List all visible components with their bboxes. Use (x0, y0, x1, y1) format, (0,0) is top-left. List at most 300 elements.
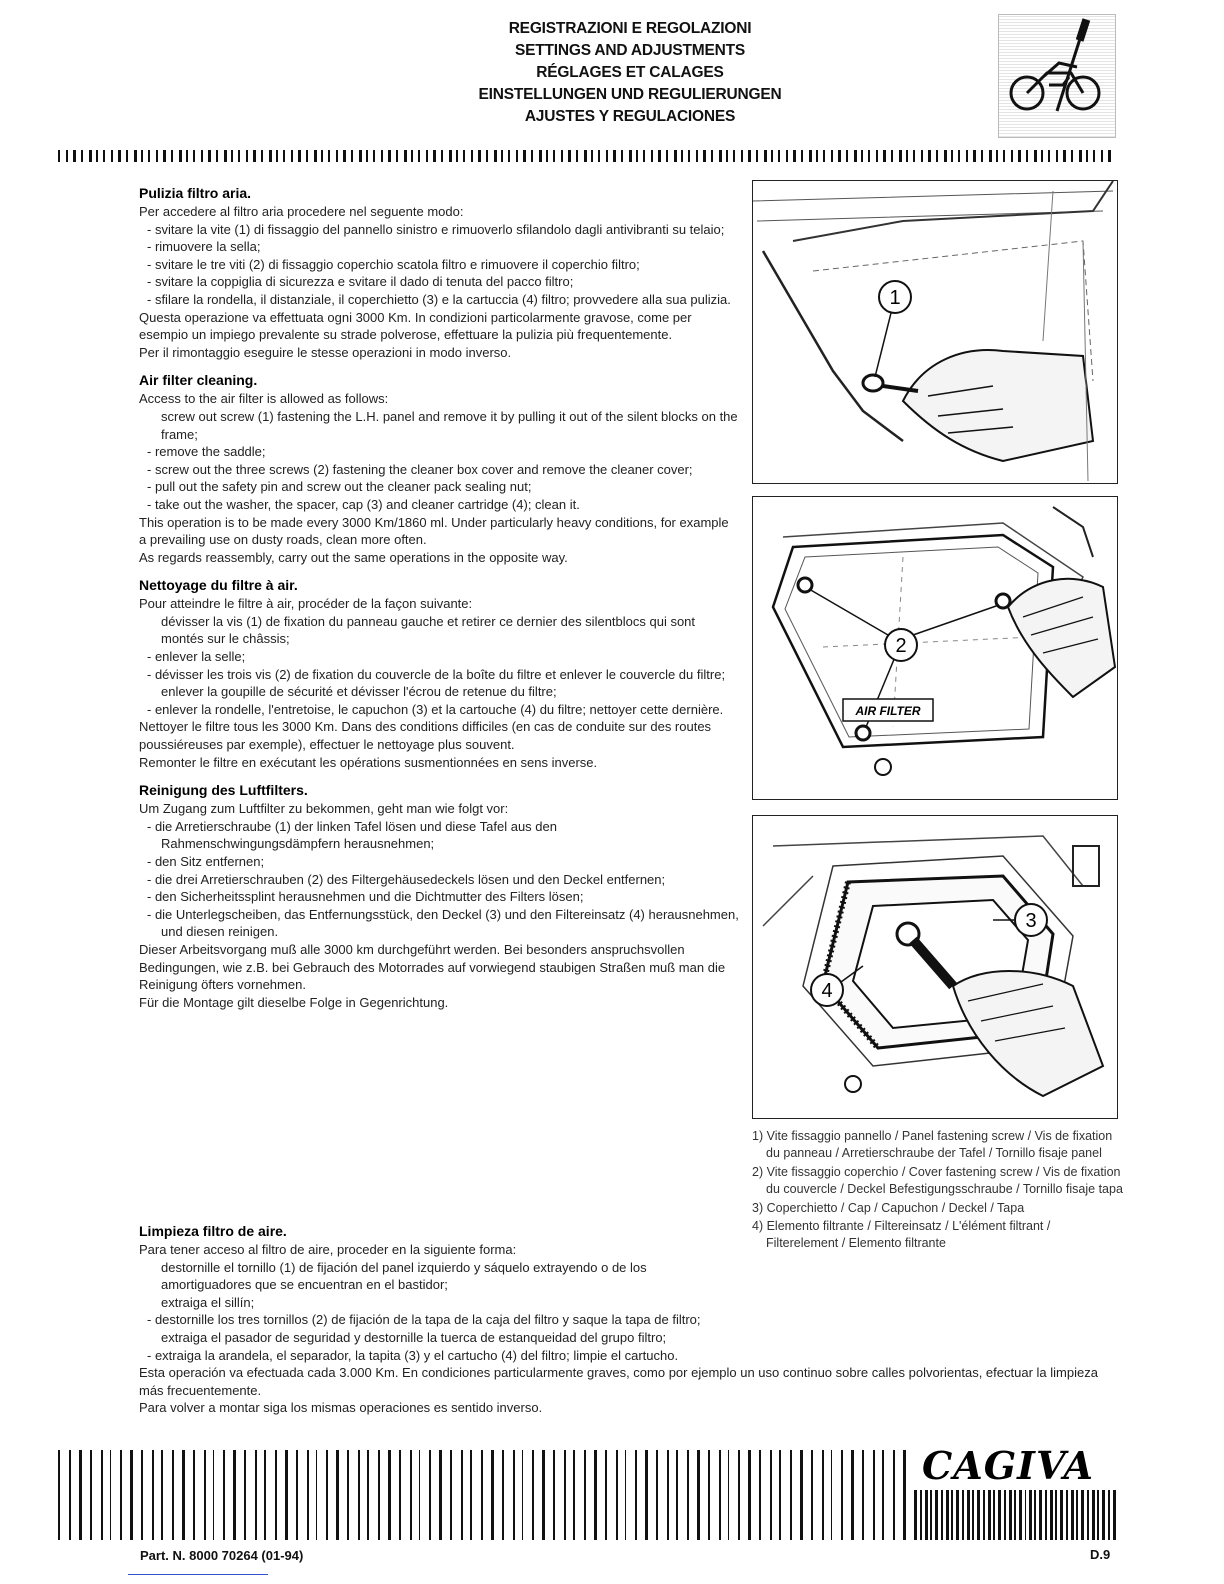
barcode-stripe (801, 150, 803, 162)
barcode-stripe (426, 150, 428, 162)
barcode-stripe (891, 150, 893, 162)
barcode-stripe (1034, 1490, 1036, 1540)
barcode-stripe (967, 1490, 970, 1540)
barcode-stripe (629, 150, 632, 162)
barcode-stripe (456, 150, 458, 162)
barcode-stripe (285, 1450, 288, 1540)
bottom-barcode-band (58, 1450, 914, 1540)
step: destornille el tornillo (1) de fijación del panel izquierdo y sáquelo extrayendo o de los amortiguadores que se encuentran en el bastidor; (161, 1259, 647, 1293)
barcode-stripe (778, 150, 780, 162)
barcode-stripe (418, 150, 420, 162)
step: - svitare la coppiglia di sicurezza e svitare il dado di tenuta del pacco filtro; (147, 274, 574, 290)
barcode-stripe (1009, 1490, 1012, 1540)
note: Für die Montage gilt dieselbe Folge in Gegenrichtung. (139, 994, 449, 1010)
barcode-stripe (79, 1450, 82, 1540)
barcode-stripe (1019, 1490, 1022, 1540)
barcode-stripe (481, 1450, 483, 1540)
barcode-stripe (186, 150, 188, 162)
barcode-stripe (461, 1450, 463, 1540)
page-number: D.9 (1090, 1547, 1111, 1562)
barcode-stripe (501, 150, 503, 162)
barcode-stripe (1071, 1490, 1074, 1540)
barcode-stripe (1056, 150, 1058, 162)
barcode-stripe (152, 1450, 154, 1540)
barcode-stripe (1060, 1490, 1063, 1540)
barcode-stripe (1093, 150, 1095, 162)
note: This operation is to be made every 3000 Km/1860 ml. Under particularly heavy conditions, for example a prevailing use on dusty roads, clean more often. (139, 514, 729, 548)
barcode-stripe (326, 1450, 328, 1540)
barcode-stripe (233, 1450, 236, 1540)
barcode-stripe (264, 1450, 266, 1540)
barcode-stripe (522, 1450, 524, 1540)
barcode-stripe (756, 150, 758, 162)
barcode-stripe (224, 150, 227, 162)
barcode-stripe (616, 1450, 618, 1540)
note: Para volver a montar siga los mismas operaciones es sentido inverso. (139, 1400, 543, 1416)
barcode-stripe (719, 150, 722, 162)
barcode-stripe (298, 150, 301, 162)
step: extraiga el sillín; (161, 1294, 255, 1310)
divider (128, 1574, 268, 1575)
barcode-stripe (841, 1450, 843, 1540)
barcode-stripe (148, 150, 150, 162)
barcode-stripe (962, 1490, 964, 1540)
barcode-stripe (726, 150, 728, 162)
step: - destornille los tres tornillos (2) de fijación de la tapa de la caja del filtro y saque la tapa de filtro; (147, 1312, 701, 1328)
barcode-stripe (238, 150, 240, 162)
barcode-stripe (946, 1490, 949, 1540)
barcode-stripe (172, 1450, 174, 1540)
barcode-stripe (126, 150, 128, 162)
barcode-stripe (89, 150, 92, 162)
barcode-stripe (388, 1450, 391, 1540)
barcode-stripe (531, 150, 533, 162)
barcode-stripe (411, 150, 413, 162)
barcode-stripe (936, 150, 938, 162)
barcode-stripe (606, 150, 608, 162)
barcode-stripe (179, 150, 182, 162)
barcode-stripe (255, 1450, 257, 1540)
step: - rimuovere la sella; (147, 239, 261, 255)
header-title-fr: RÉGLAGES ET CALAGES (536, 64, 724, 81)
barcode-stripe (58, 150, 60, 162)
barcode-stripe (748, 150, 751, 162)
barcode-stripe (336, 1450, 339, 1540)
legend-item: 3) Coperchietto / Cap / Capuchon / Deckel / Tapa (752, 1200, 1025, 1215)
section-intro: Para tener acceso al filtro de aire, proceder en la siguiente forma: (139, 1242, 517, 1257)
barcode-stripe (404, 150, 407, 162)
barcode-stripe (69, 1450, 71, 1540)
barcode-stripe (508, 150, 510, 162)
step: - den Sicherheitssplint herausnehmen und die Dichtmutter des Filters lösen; (147, 889, 584, 905)
barcode-stripe (770, 1450, 772, 1540)
barcode-stripe (846, 150, 848, 162)
barcode-stripe (553, 150, 555, 162)
figure-filter-cover (752, 496, 1118, 800)
barcode-stripe (688, 150, 690, 162)
barcode-stripe (90, 1450, 92, 1540)
step: extraiga el pasador de seguridad y destornille la tuerca de estanqueidad del grupo filtro; (161, 1329, 667, 1345)
barcode-stripe (388, 150, 391, 162)
barcode-stripe (1003, 150, 1005, 162)
note: Per il rimontaggio eseguire le stesse operazioni in modo inverso. (139, 344, 512, 360)
figure-legend (752, 1128, 1124, 1254)
callout-1: 1 (889, 287, 901, 309)
barcode-stripe (838, 150, 841, 162)
barcode-stripe (244, 1450, 246, 1540)
barcode-stripe (1066, 1490, 1068, 1540)
section-heading: Pulizia filtro aria. (139, 185, 252, 201)
barcode-stripe (786, 150, 788, 162)
section-intro: Um Zugang zum Luftfilter zu bekommen, geht man wie folgt vor: (139, 801, 509, 817)
step: - die Arretierschraube (1) der linken Tafel lösen und diese Tafel aus den Rahmenschwingungsdämpfern herausnehmen; (147, 818, 557, 852)
barcode-stripe (58, 1450, 60, 1540)
barcode-stripe (491, 1450, 494, 1540)
barcode-stripe (1092, 1490, 1095, 1540)
barcode-stripe (276, 150, 278, 162)
step: - pull out the safety pin and screw out the cleaner pack sealing nut; (147, 479, 532, 495)
barcode-stripe (831, 1450, 833, 1540)
step: - svitare le tre viti (2) di fissaggio coperchio scatola filtro e rimuovere il coperchio filtro; (147, 256, 640, 272)
barcode-stripe (977, 1490, 980, 1540)
barcode-stripe (359, 150, 362, 162)
barcode-stripe (314, 150, 317, 162)
barcode-stripe (118, 150, 121, 162)
barcode-stripe (1045, 1490, 1047, 1540)
barcode-stripe (958, 150, 960, 162)
barcode-stripe (1050, 1490, 1053, 1540)
barcode-stripe (1055, 1490, 1057, 1540)
figure-panel-screw (752, 180, 1118, 484)
note: Nettoyer le filtre tous les 3000 Km. Dans des conditions difficiles (en cas de conduite sur des routes poussiéreuses par exemple), effectuer le nettoyage plus souvent. (139, 719, 712, 753)
barcode-stripe (378, 1450, 380, 1540)
section-heading: Nettoyage du filtre à air. (139, 577, 298, 594)
step: - enlever la selle; (147, 649, 246, 665)
step: - remove the saddle; (147, 444, 266, 460)
section-heading: Reinigung des Luftfilters. (139, 782, 308, 799)
barcode-stripe (591, 150, 593, 162)
barcode-stripe (193, 1450, 195, 1540)
note: As regards reassembly, carry out the same operations in the opposite way. (139, 549, 568, 565)
barcode-stripe (494, 150, 497, 162)
barcode-stripe (621, 150, 623, 162)
barcode-stripe (972, 1490, 974, 1540)
barcode-stripe (944, 150, 947, 162)
step: - screw out the three screws (2) fastening the cleaner box cover and remove the cleaner cover; (147, 461, 693, 477)
barcode-stripe (703, 150, 706, 162)
barcode-stripe (1101, 150, 1103, 162)
barcode-stripe (658, 150, 661, 162)
barcode-stripe (130, 1450, 133, 1540)
barcode-stripe (470, 1450, 472, 1540)
barcode-stripe (988, 1490, 991, 1540)
barcode-stripe (336, 150, 338, 162)
barcode-stripe (882, 1450, 884, 1540)
section-intro: Pour atteindre le filtre à air, procéder de la façon suivante: (139, 596, 473, 612)
barcode-stripe (674, 150, 677, 162)
barcode-stripe (141, 1450, 143, 1540)
barcode-stripe (800, 1450, 803, 1540)
barcode-stripe (764, 150, 767, 162)
barcode-stripe (711, 150, 713, 162)
part-number: Part. N. 8000 70264 (01-94) (140, 1548, 304, 1563)
barcode-stripe (1004, 1490, 1006, 1540)
barcode-stripe (697, 1450, 700, 1540)
barcode-stripe (809, 150, 812, 162)
barcode-stripe (862, 1450, 864, 1540)
barcode-stripe (636, 150, 638, 162)
barcode-stripe (1087, 1490, 1089, 1540)
top-barcode-band (58, 150, 1116, 162)
barcode-stripe (666, 150, 668, 162)
barcode-stripe (373, 150, 375, 162)
barcode-stripe (625, 1450, 627, 1540)
barcode-stripe (854, 150, 857, 162)
barcode-stripe (989, 150, 992, 162)
barcode-stripe (913, 150, 915, 162)
barcode-stripe (156, 150, 158, 162)
barcode-stripe (873, 1450, 875, 1540)
step: - extraiga la arandela, el separador, la tapita (3) y el cartucho (4) del filtro; limpie el cartucho. (147, 1347, 679, 1363)
barcode-stripe (502, 1450, 504, 1540)
bottom-right-barcode-band (914, 1490, 1118, 1540)
step: - svitare la vite (1) di fissaggio del pannello sinistro e rimuoverlo sfilandolo dagli antivibranti su telaio; (147, 221, 725, 237)
barcode-stripe (605, 1450, 607, 1540)
header-title-de: EINSTELLUNGEN UND REGULIERUNGEN (478, 86, 782, 103)
barcode-stripe (161, 1450, 163, 1540)
callout-3: 3 (1025, 910, 1037, 932)
barcode-stripe (930, 1490, 932, 1540)
header-title-es: AJUSTES Y REGULACIONES (524, 108, 736, 125)
barcode-stripe (594, 1450, 597, 1540)
barcode-stripe (914, 1490, 917, 1540)
callout-4: 4 (821, 980, 833, 1002)
barcode-stripe (823, 150, 825, 162)
barcode-stripe (1034, 150, 1037, 162)
barcode-stripe (696, 150, 698, 162)
barcode-stripe (893, 1450, 895, 1540)
barcode-stripe (366, 150, 368, 162)
barcode-stripe (410, 1450, 412, 1540)
barcode-stripe (120, 1450, 122, 1540)
barcode-stripe (973, 150, 976, 162)
barcode-stripe (296, 1450, 298, 1540)
barcode-stripe (328, 150, 330, 162)
barcode-stripe (1086, 150, 1088, 162)
barcode-stripe (1041, 150, 1043, 162)
barcode-stripe (1025, 1490, 1027, 1540)
section-de (139, 780, 739, 1011)
step: screw out screw (1) fastening the L.H. panel and remove it by pulling it out of the silent blocks on the frame; (161, 408, 738, 442)
barcode-stripe (643, 150, 645, 162)
barcode-stripe (66, 150, 68, 162)
barcode-stripe (399, 1450, 401, 1540)
barcode-stripe (676, 1450, 678, 1540)
barcode-stripe (928, 150, 931, 162)
section-it (139, 183, 739, 361)
barcode-stripe (216, 150, 218, 162)
barcode-stripe (307, 1450, 309, 1540)
step: - die Unterlegscheiben, das Entfernungsstück, den Deckel (3) und den Filtereinsatz (4) herausnehmen, und diesen reinigen. (147, 906, 739, 940)
barcode-stripe (1108, 1490, 1110, 1540)
section-intro: Per accedere al filtro aria procedere nel seguente modo: (139, 204, 464, 219)
step: - enlever la rondelle, l'entretoise, le capuchon (3) et la cartouche (4) du filtre; nettoyer cette dernière. (147, 701, 724, 717)
barcode-stripe (1113, 1490, 1116, 1540)
barcode-stripe (738, 1450, 740, 1540)
barcode-stripe (201, 150, 203, 162)
header-title-en: SETTINGS AND ADJUSTMENTS (514, 42, 745, 59)
barcode-stripe (81, 150, 83, 162)
barcode-stripe (1018, 150, 1021, 162)
barcode-stripe (213, 1450, 215, 1540)
barcode-stripe (584, 150, 587, 162)
legend-item: 2) Vite fissaggio coperchio / Cover fastening screw / Vis de fixation du couvercle / Deckel Befestigungsschraube / Tornillo fisaje tapa (752, 1164, 1123, 1197)
step: - den Sitz entfernen; (147, 854, 265, 869)
barcode-stripe (449, 150, 452, 162)
barcode-stripe (651, 150, 653, 162)
barcode-stripe (1079, 150, 1082, 162)
barcode-stripe (253, 150, 256, 162)
barcode-stripe (876, 150, 878, 162)
barcode-stripe (981, 150, 983, 162)
barcode-stripe (851, 1450, 854, 1540)
section-fr (139, 575, 739, 771)
barcode-stripe (478, 150, 481, 162)
barcode-stripe (998, 1490, 1001, 1540)
barcode-stripe (306, 150, 308, 162)
barcode-stripe (903, 1450, 906, 1540)
barcode-stripe (993, 1490, 995, 1540)
barcode-stripe (96, 150, 98, 162)
barcode-stripe (951, 150, 953, 162)
main-text-column (139, 183, 739, 1020)
barcode-stripe (1029, 1490, 1032, 1540)
barcode-stripe (741, 150, 743, 162)
barcode-stripe (261, 150, 263, 162)
barcode-stripe (1097, 1490, 1099, 1540)
barcode-stripe (1026, 150, 1028, 162)
note: Dieser Arbeitsvorgang muß alle 3000 km durchgeführt werden. Bei besonders anspruchsvollen Bedingungen, wie z.B. bei Gebrauch des Motorrades auf vorwiegend staubigen Straßen muß man die Reinigung öfters vornehmen. (139, 941, 726, 993)
barcode-stripe (573, 1450, 575, 1540)
barcode-stripe (1063, 150, 1066, 162)
barcode-stripe (687, 1450, 689, 1540)
barcode-stripe (450, 1450, 452, 1540)
barcode-stripe (635, 1450, 637, 1540)
barcode-stripe (748, 1450, 751, 1540)
barcode-stripe (868, 150, 870, 162)
step: enlever la goupille de sécurité et dévisser l'écrou de retenue du filtre; (161, 684, 557, 700)
step: - dévisser les trois vis (2) de fixation du couvercle de la boîte du filtre et enlever le couvercle du filtre; (147, 666, 726, 682)
barcode-stripe (546, 150, 548, 162)
barcode-stripe (101, 1450, 103, 1540)
barcode-stripe (1014, 1490, 1016, 1540)
barcode-stripe (103, 150, 105, 162)
barcode-stripe (584, 1450, 586, 1540)
barcode-stripe (429, 1450, 431, 1540)
barcode-stripe (811, 1450, 813, 1540)
barcode-stripe (513, 1450, 515, 1540)
barcode-stripe (941, 1490, 943, 1540)
motorcycle-screwdriver-icon (998, 14, 1116, 138)
barcode-stripe (935, 1490, 938, 1540)
barcode-stripe (656, 1450, 658, 1540)
barcode-stripe (822, 1450, 824, 1540)
barcode-stripe (163, 150, 166, 162)
barcode-stripe (351, 150, 353, 162)
section-heading: Limpieza filtro de aire. (139, 1223, 287, 1239)
note: Esta operación va efectuada cada 3.000 Km. En condiciones particularmente graves, como por ejemplo un uso continuo sobre calles polvorientas, efectuar la limpieza más frecuentemente. (139, 1365, 1098, 1398)
barcode-stripe (532, 1450, 534, 1540)
barcode-stripe (463, 150, 465, 162)
barcode-stripe (73, 150, 76, 162)
barcode-stripe (182, 1450, 185, 1540)
barcode-stripe (275, 1450, 277, 1540)
barcode-stripe (439, 1450, 442, 1540)
barcode-stripe (925, 1490, 928, 1540)
barcode-stripe (516, 150, 518, 162)
barcode-stripe (771, 150, 773, 162)
barcode-stripe (396, 150, 398, 162)
barcode-stripe (291, 150, 293, 162)
barcode-stripe (1011, 150, 1013, 162)
brand-logo: CAGIVA (922, 1443, 1094, 1488)
section-en (139, 370, 739, 566)
barcode-stripe (321, 150, 323, 162)
barcode-stripe (471, 150, 473, 162)
page-header (400, 18, 860, 128)
barcode-stripe (358, 1450, 360, 1540)
step: dévisser la vis (1) de fixation du panneau gauche et retirer ce dernier des silentblocs qui sont montés sur le châssis; (161, 613, 696, 647)
barcode-stripe (347, 1450, 349, 1540)
callout-2: 2 (895, 635, 907, 657)
barcode-stripe (367, 1450, 369, 1540)
barcode-stripe (790, 1450, 792, 1540)
header-title-it: REGISTRAZIONI E REGOLAZIONI (508, 20, 752, 37)
barcode-stripe (719, 1450, 721, 1540)
section-intro: Access to the air filter is allowed as follows: (139, 391, 389, 407)
barcode-stripe (920, 1490, 922, 1540)
barcode-stripe (645, 1450, 648, 1540)
barcode-stripe (111, 150, 113, 162)
barcode-stripe (883, 150, 886, 162)
barcode-stripe (171, 150, 173, 162)
barcode-stripe (419, 1450, 421, 1540)
barcode-stripe (1102, 1490, 1105, 1540)
barcode-stripe (433, 150, 436, 162)
barcode-stripe (793, 150, 796, 162)
barcode-stripe (598, 150, 600, 162)
barcode-stripe (779, 1450, 781, 1540)
air-filter-label: AIR FILTER (855, 704, 921, 718)
barcode-stripe (134, 150, 137, 162)
barcode-stripe (831, 150, 833, 162)
barcode-stripe (523, 150, 526, 162)
barcode-stripe (269, 150, 272, 162)
barcode-stripe (906, 150, 908, 162)
barcode-stripe (956, 1490, 959, 1540)
barcode-stripe (728, 1450, 730, 1540)
barcode-stripe (486, 150, 488, 162)
barcode-stripe (542, 1450, 545, 1540)
barcode-stripe (231, 150, 233, 162)
figure-filter-cartridge (752, 815, 1118, 1119)
barcode-stripe (441, 150, 443, 162)
barcode-stripe (733, 150, 735, 162)
barcode-stripe (208, 150, 211, 162)
barcode-stripe (951, 1490, 953, 1540)
barcode-stripe (553, 1450, 555, 1540)
legend-item: 1) Vite fissaggio pannello / Panel fastening screw / Vis de fixation du panneau / Arretierschraube der Tafel / Tornillo fisaje panel (752, 1129, 1113, 1161)
